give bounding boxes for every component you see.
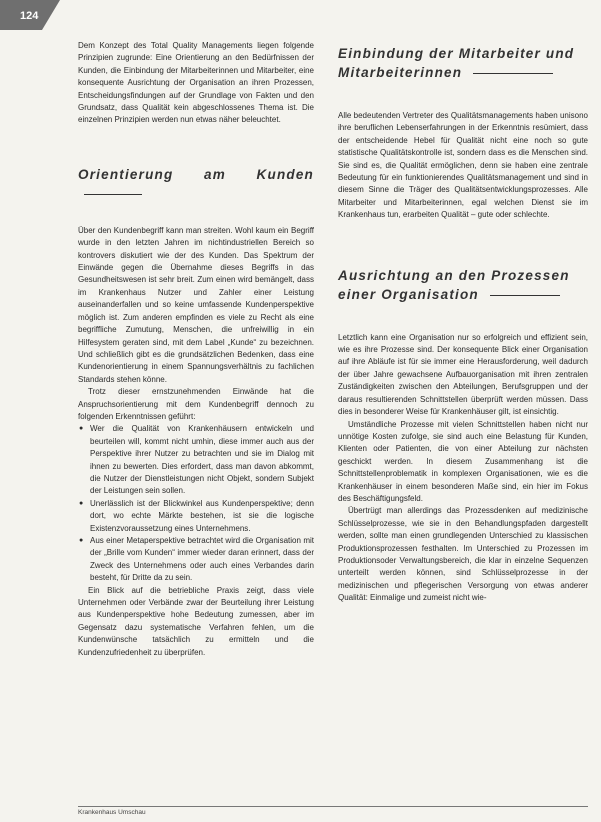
process-paragraph-1: Letztlich kann eine Organisation nur so erfolgreich und effizient sein, wie es ihre Prozesse sind. Der konsequente Blick einer Organisation auf ihre Abläufe ist für sie immer eine Herausforderung, weil dadurch der über Jahre gewachsene Aufbauorganisation mit ihren zentralen Zuständigkeiten zwischen den Abteilungen, Berufsgruppen und der daraus resultierenden Schnittstellen überprüft werden müssen. Dass dies in besonderer Weise für Krankenhäuser gilt, ist einsichtig. bbox=[338, 332, 588, 417]
bullet-item: ● Wer die Qualität von Krankenhäusern entwickeln und beurteilen will, kommt nicht umhin, diese immer auch aus der Perspektive ihrer Nutzer zu betrachten und sie im Dialog mit ihnen zu bewerten. Dies erfordert, dass man davon abkommt, die Nutzer der Dienstleistungen nicht Objekt, sondern Subjekt der Leistungen sein sollen. bbox=[90, 423, 314, 497]
bullet-item: ● Aus einer Metaperspektive betrachtet wird die Organisation mit der „Brille vom Kunden“ immer wieder daran erinnert, dass der Zweck des Unternehmens oder auch eines Verbandes darin besteht, für Dritte da zu sein. bbox=[90, 535, 314, 585]
heading-rule bbox=[84, 194, 142, 195]
customer-paragraph-2: Trotz dieser ernstzunehmenden Einwände hat die Anspruchsorientierung mit dem Kundenbegriff dennoch zu folgenden Erkenntnissen geführt: bbox=[78, 387, 314, 421]
heading-employee-involvement: Einbindung der Mitarbeiter und Mitarbeiterinnen bbox=[338, 46, 575, 80]
customer-paragraph-3: Ein Blick auf die betriebliche Praxis zeigt, dass viele Unternehmen oder Verbände zwar der Beurteilung ihrer Leistung aus Kundenperspektive hohe Bedeutung zumessen, aber im Gegensatz dazu systematische Verfahren fehlen, um die Kundenwünsche tatsächlich zu ermitteln und die Kundenzufriedenheit zu überprüfen. bbox=[78, 585, 314, 657]
heading-rule bbox=[490, 295, 560, 296]
heading-process-orientation: Ausrichtung an den Prozessen einer Organisation bbox=[338, 267, 570, 302]
customer-bullet-list bbox=[78, 423, 314, 584]
intro-paragraph: Dem Konzept des Total Quality Managements liegen folgende Prinzipien zugrunde: Eine Orientierung an den Bedürfnissen der Kunden, die Einbindung der Mitarbeiterinnen und Mitarbeiter, eine konsequente Ausrichtung der Organisation an ihren Prozessen, Entscheidungsfindungen auf der Grundlage von Fakten und den Grundsatz, dass Qualität kein abgeschlossenes Thema ist. Die einzelnen Prinzipien werden nun etwas näher beleuchtet. bbox=[78, 41, 314, 125]
process-paragraph-2: Umständliche Prozesse mit vielen Schnittstellen haben nicht nur unnötige Kosten zufolge, sie sind auch eine Belastung für Kunden, Klienten oder Patienten, die von einer Abteilung zur nächsten geschickt werden. In diesem Zusammenhang ist die Schnittstellenproblematik in komplexen Organisationen, wie es die Krankenhäuser in einem besonderen Maße sind, ein hier im Fokus des Beschäftigungsfeld. bbox=[338, 419, 588, 503]
footer-rule bbox=[78, 806, 588, 807]
bullet-item: ● Unerlässlich ist der Blickwinkel aus Kundenperspektive; denn dort, wo echte Märkte bestehen, ist sie die logische Existenzvoraussetzung eines Unternehmens. bbox=[90, 498, 314, 535]
employee-paragraph: Alle bedeutenden Vertreter des Qualitätsmanagements haben unisono ihre beruflichen Lebenserfahrungen in der Erkenntnis resümiert, dass der entscheidende Hebel für Qualität nicht eine noch so gute statistische Qualitätskontrolle ist, sondern dass es die Menschen sind. Sie sind es, die Qualität ermöglichen, denn sie haben eine zentrale Bedeutung für ein funktionierendes Qualitätsmanagement und sind in diesem Sinne die Träger des Qualitätsentwicklungsprozesses. Alle Mitarbeiter und Mitarbeiterinnen, egal welchen Dienst sie im Krankenhaus tun, erarbeiten Qualität – gute oder schlechte. bbox=[338, 111, 588, 220]
right-column bbox=[338, 44, 588, 605]
process-paragraph-3: Übertrügt man allerdings das Prozessdenken auf medizinische Schlüsselprozesse, wie sie in den Behandlungspfaden dargestellt werden, sollte man einen grundlegenden Unterschied zu klassischen Produktionsprozessen festhalten. Im Unterschied zu Prozessen im Produktionsoder Verwaltungsbereich, die klar in einzelne Sequenzen unterteilt werden können, sind Schlüsselprozesse in der medizinischen und pflegerischen Versorgung von etwas anderer Qualität: Einmalige und zumeist nicht wie- bbox=[338, 506, 588, 603]
page-number: 124 bbox=[20, 10, 39, 22]
left-column bbox=[78, 40, 314, 659]
heading-customer-orientation: Orientierung am Kunden bbox=[78, 165, 314, 203]
footer-publication: Krankenhaus Umschau bbox=[78, 809, 146, 816]
customer-paragraph-1: Über den Kundenbegriff kann man streiten. Wohl kaum ein Begriff wurde in den letzten Jahren im nichtindustriellen Bereich so kontrovers diskutiert wie der des Kunden. Das Spektrum der Einwände gegen die Übernahme dieses Begriffs in das Gesundheitswesen ist sehr breit. Zum einen wird bemängelt, dass im Krankenhaus Nutzer und Zahler einer Leistung auseinanderfallen und so keine umfassende Kundenperspektive möglich ist. Zum anderen empfinden es viele zu Recht als eine begriffliche Zumutung, Menschen, die unfreiwillig in ein Hilfesystem geraten sind, mit dem Label „Kunde“ zu bezeichnen. Und schließlich gibt es die grundsätzlichen Bedenken, dass eine Kundenorientierung in einem Spannungsverhältnis zu fachlichen Standards stehen könne. bbox=[78, 225, 314, 384]
heading-rule bbox=[473, 73, 553, 74]
